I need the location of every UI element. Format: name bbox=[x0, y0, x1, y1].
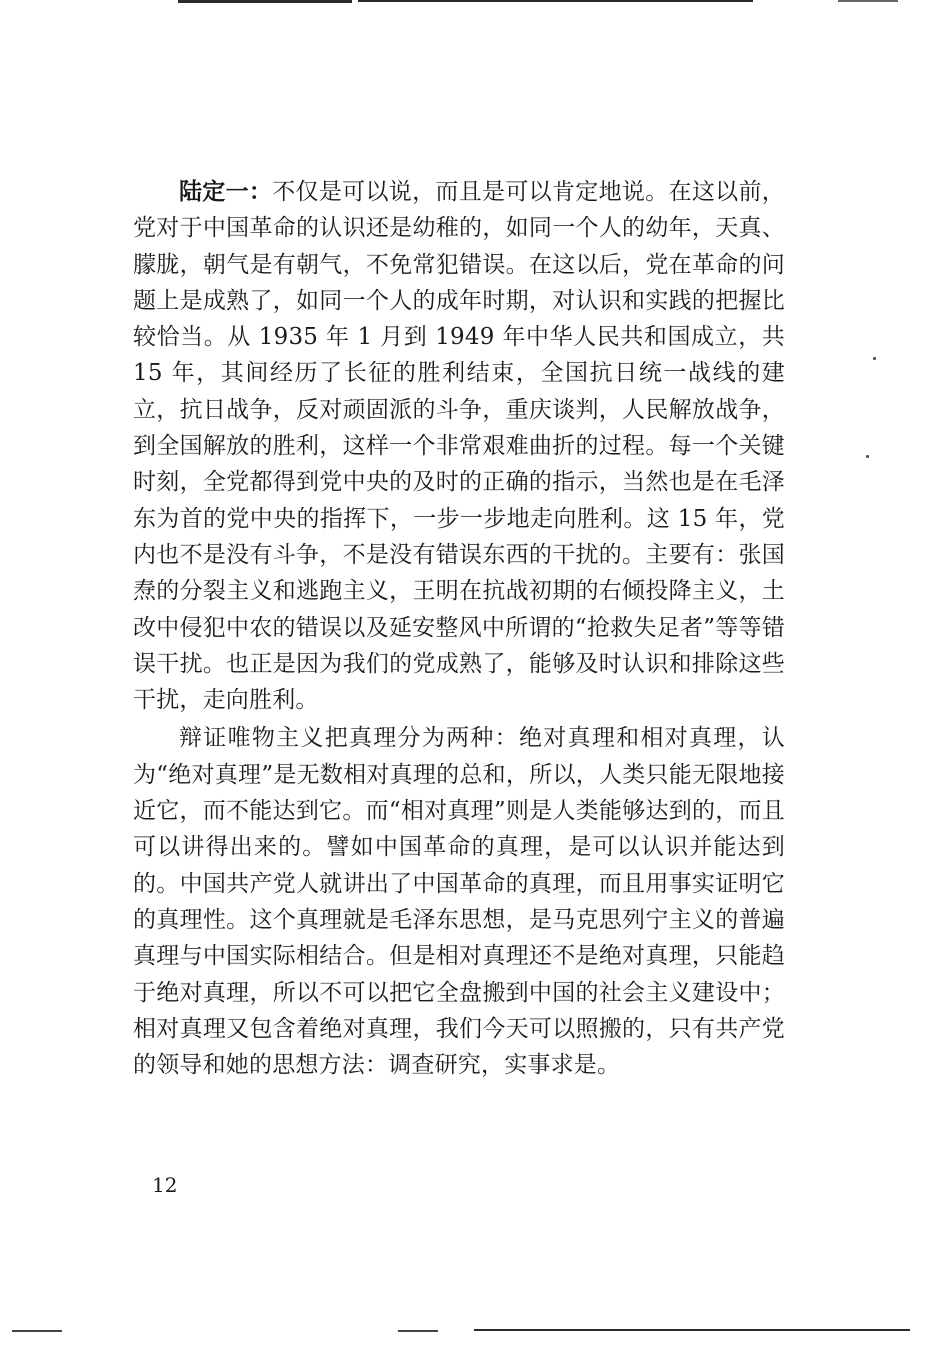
scan-edge-top-right bbox=[838, 0, 898, 2]
scan-edge-bottom-left bbox=[12, 1330, 62, 1332]
speaker-label: 陆定一： bbox=[179, 178, 273, 205]
body-text bbox=[133, 174, 785, 1083]
scan-edge-top-left bbox=[178, 0, 352, 3]
page-number: 12 bbox=[152, 1173, 178, 1197]
paragraph-2 bbox=[133, 720, 785, 1083]
scan-edge-bottom-mid bbox=[398, 1330, 438, 1332]
scan-edge-top-main bbox=[358, 0, 753, 2]
paragraph-text: 不仅是可以说，而且是可以肯定地说。在这以前，党对于中国革命的认识还是幼稚的，如同一个人的幼年，天真、朦胧，朝气是有朝气，不免常犯错误。在这以后，党在革命的问题上是成熟了，如同一个人的成年时期，对认识和实践的把握比较恰当。从 1935 年 1 月到 1949 年中华人民共和国成立，共 15 年，其间经历了长征的胜利结束，全国抗日统一战线的建立，抗日战争，反对顽固派的斗争，重庆谈判，人民解放战争，到全国解放的胜利，这样一个非常艰难曲折的过程。每一个关键时刻，全党都得到党中央的及时的正确的指示，当然也是在毛泽东为首的党中央的指挥下，一步一步地走向胜利。这 15 年，党内也不是没有斗争，不是没有错误东西的干扰的。主要有：张国焘的分裂主义和逃跑主义，王明在抗战初期的右倾投降主义，土改中侵犯中农的错误以及延安整风中所谓的“抢救失足者”等等错误干扰。也正是因为我们的党成熟了，能够及时认识和排除这些干扰，走向胜利。 bbox=[133, 179, 785, 714]
scan-edge-bottom-right bbox=[474, 1329, 910, 1331]
paragraph-1 bbox=[133, 174, 785, 718]
paragraph-text: 辩证唯物主义把真理分为两种：绝对真理和相对真理，认为“绝对真理”是无数相对真理的总和，所以，人类只能无限地接近它，而不能达到它。而“相对真理”则是人类能够达到的，而且可以讲得出来的。譬如中国革命的真理，是可以认识并能达到的。中国共产党人就讲出了中国革命的真理，而且用事实证明它的真理性。这个真理就是毛泽东思想，是马克思列宁主义的普遍真理与中国实际相结合。但是相对真理还不是绝对真理，只能趋于绝对真理，所以不可以把它全盘搬到中国的社会主义建设中；相对真理又包含着绝对真理，我们今天可以照搬的，只有共产党的领导和她的思想方法：调查研究，实事求是。 bbox=[133, 725, 785, 1079]
scan-speck bbox=[866, 455, 869, 458]
scan-speck bbox=[873, 357, 876, 360]
